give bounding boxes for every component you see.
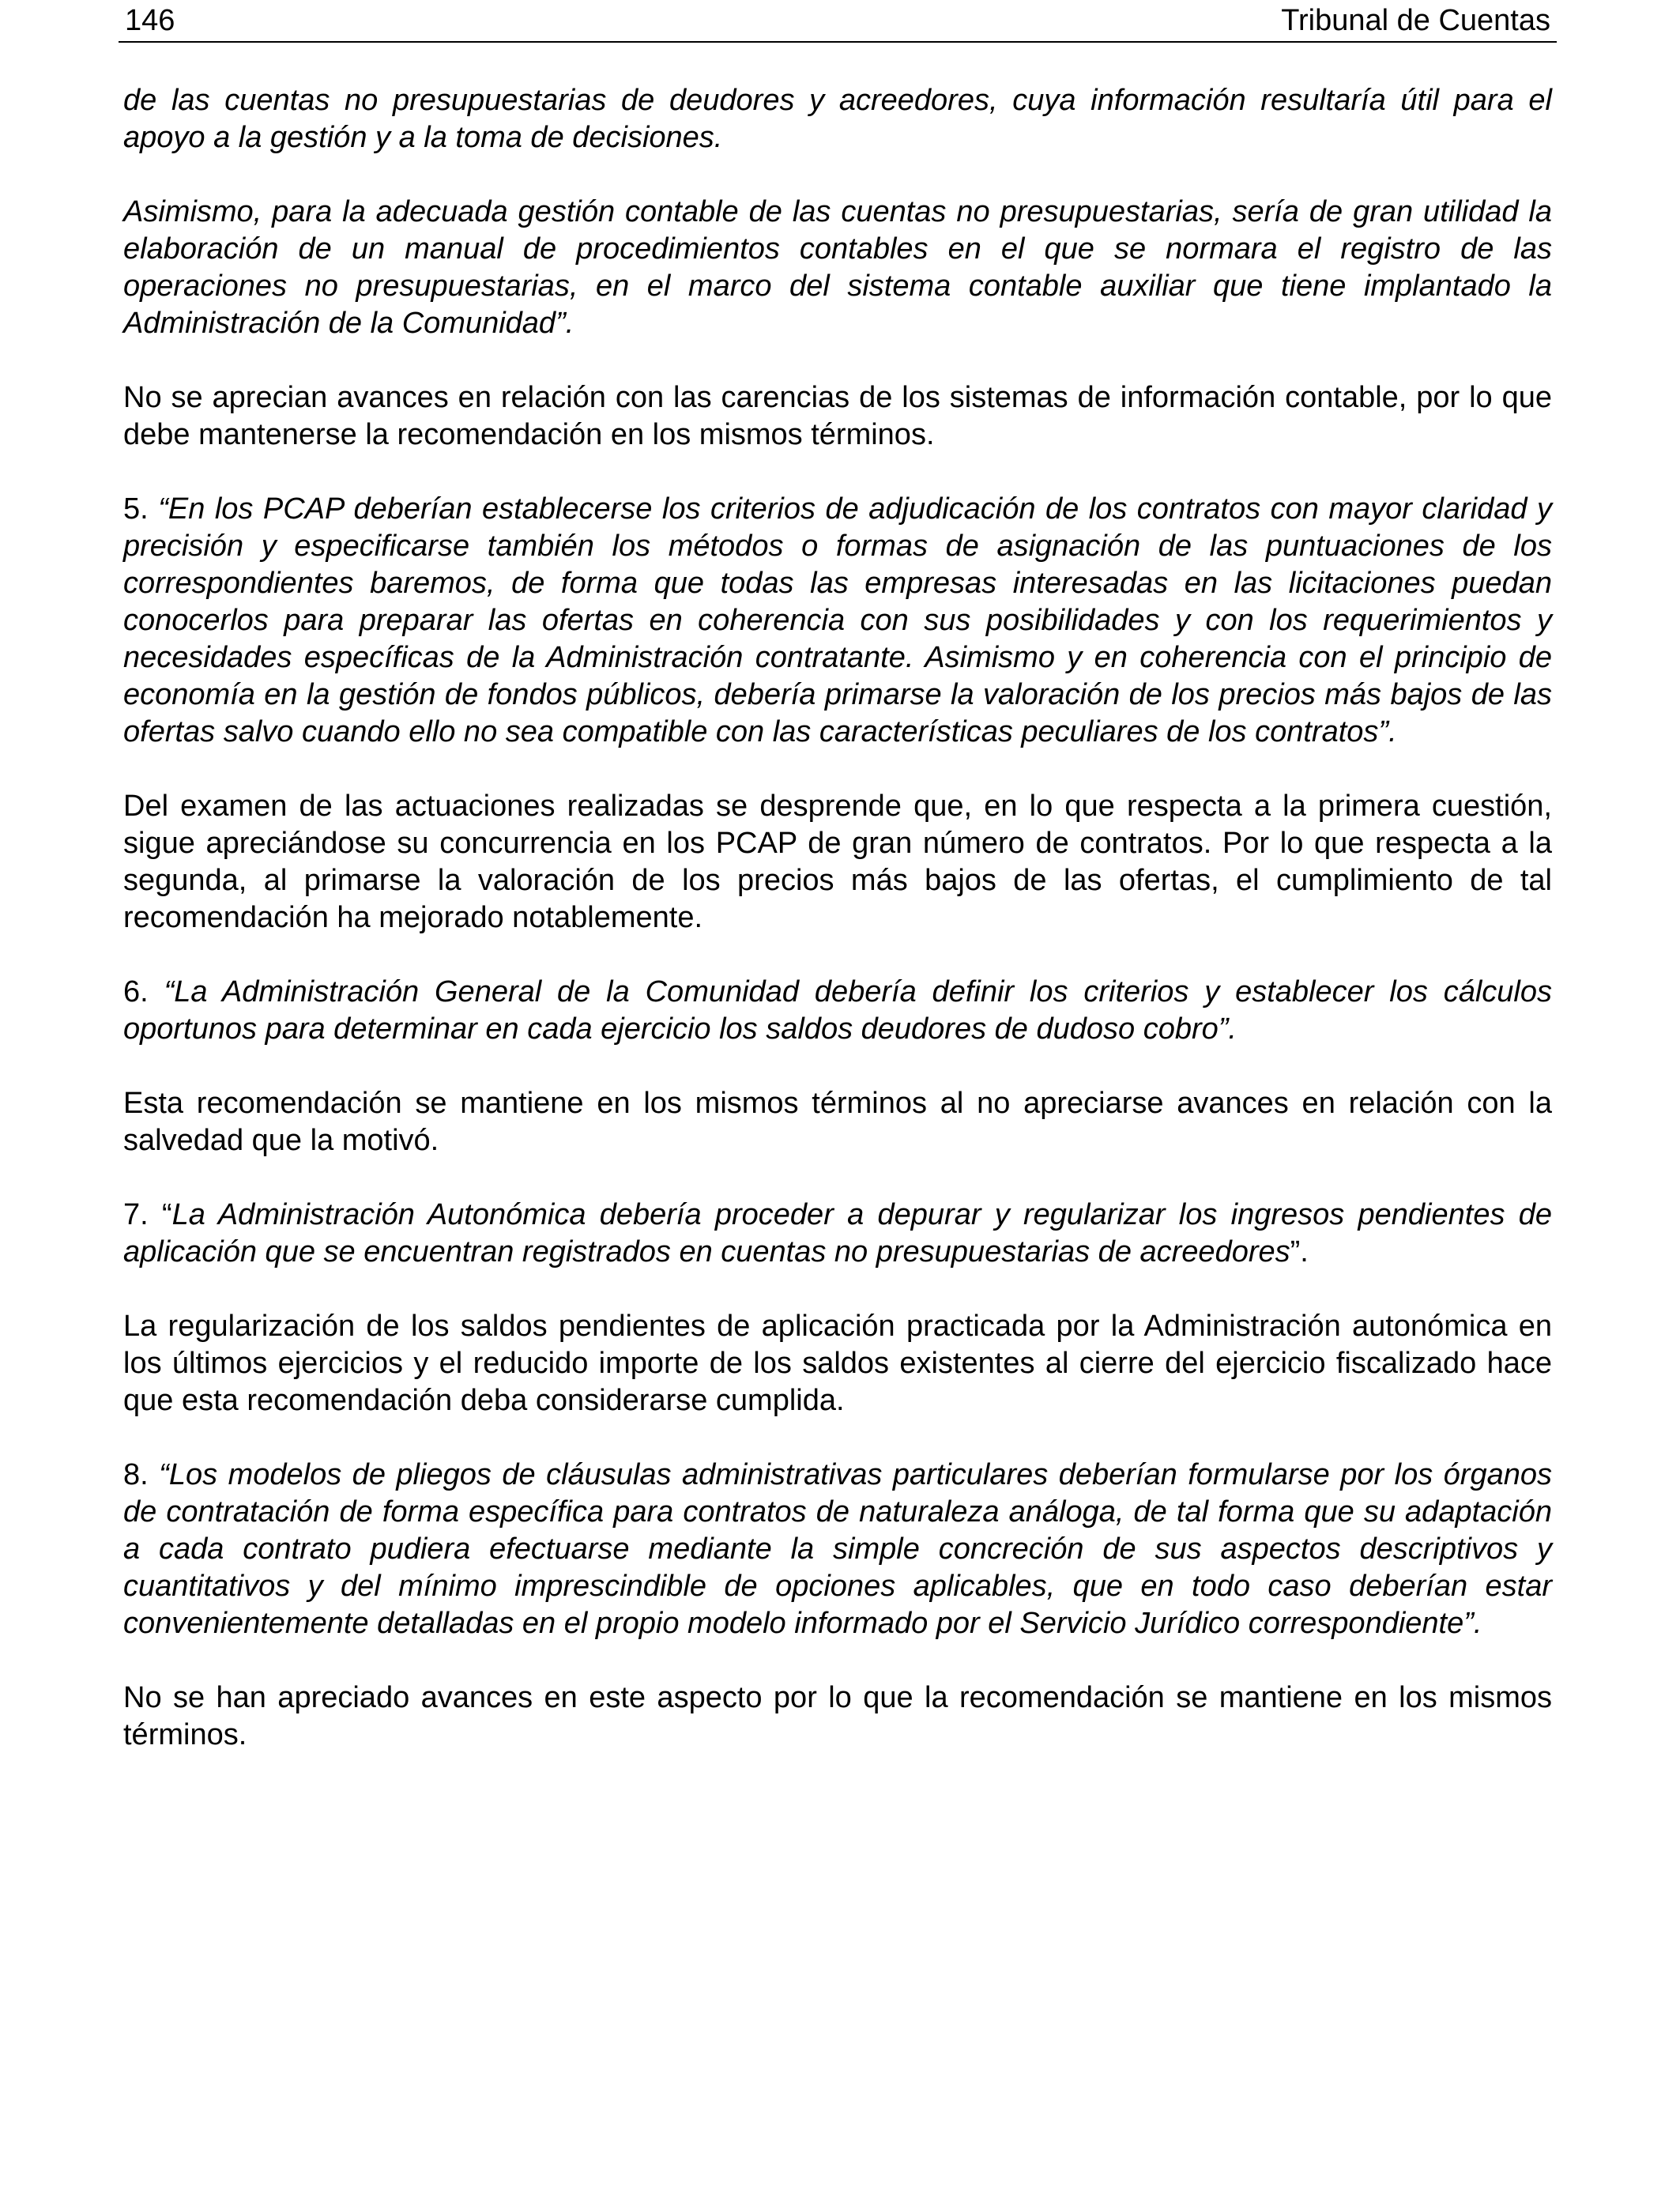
- paragraph-assessment-6: Esta recomendación se mantiene en los mismos términos al no apreciarse avances en relación con la salvedad que la motivó.: [123, 1087, 1552, 1157]
- recommendation-text: “Los modelos de pliegos de cláusulas administrativas particulares deberían formularse por los órganos de contratación de forma específica para contratos de naturaleza análoga, de tal forma que su adaptación a cada contrato pudiera efectuarse mediante la simple concreción de sus aspectos descriptivos y cuantitativos y del mínimo imprescindible de opciones aplicables, que en todo caso deberían estar convenientemente detalladas en el propio modelo informado por el Servicio Jurídico correspondiente”.: [123, 1458, 1552, 1640]
- paragraph-quote-continuation: de las cuentas no presupuestarias de deudores y acreedores, cuya información resultaría útil para el apoyo a la gestión y a la toma de decisiones.: [123, 84, 1552, 154]
- page-body: [123, 82, 1552, 1791]
- page-number: 146: [125, 4, 175, 37]
- paragraph-recommendation-6: [123, 974, 1552, 1048]
- closing-quote: ”.: [1290, 1235, 1309, 1269]
- recommendation-number: 8.: [123, 1458, 160, 1491]
- paragraph-assessment-1: No se aprecian avances en relación con las carencias de los sistemas de información contable, por lo que debe mantenerse la recomendación en los mismos términos.: [123, 381, 1552, 451]
- paragraph-assessment-5: Del examen de las actuaciones realizadas se desprende que, en lo que respecta a la primera cuestión, sigue apreciándose su concurrencia en los PCAP de gran número de contratos. Por lo que respecta a la segunda, al primarse la valoración de los precios más bajos de las ofertas, el cumplimiento de tal recomendación ha mejorado notablemente.: [123, 790, 1552, 934]
- recommendation-text: “En los PCAP deberían establecerse los criterios de adjudicación de los contratos con mayor claridad y precisión y especificarse también los métodos o formas de asignación de las puntuaciones de los correspondientes baremos, de forma que todas las empresas interesadas en las licitaciones puedan conocerlos para preparar las ofertas en coherencia con sus posibilidades y con los requerimientos y necesidades específicas de la Administración contratante. Asimismo y en coherencia con el principio de economía en la gestión de fondos públicos, debería primarse la valoración de los precios más bajos de las ofertas salvo cuando ello no sea compatible con las características peculiares de los contratos”.: [123, 492, 1552, 748]
- recommendation-text: “La Administración General de la Comunidad debería definir los criterios y establecer los cálculos oportunos para determinar en cada ejercicio los saldos deudores de dudoso cobro”.: [123, 975, 1552, 1046]
- recommendation-number: 6.: [123, 975, 164, 1008]
- paragraph-recommendation-7: [123, 1197, 1552, 1271]
- running-title: Tribunal de Cuentas: [1281, 4, 1550, 37]
- paragraph-recommendation-5: [123, 491, 1552, 751]
- paragraph-quote-manual: Asimismo, para la adecuada gestión contable de las cuentas no presupuestarias, sería de gran utilidad la elaboración de un manual de procedimientos contables en el que se normara el registro de las operaciones no presupuestarias, en el marco del sistema contable auxiliar que tiene implantado la Administración de la Comunidad”.: [123, 195, 1552, 340]
- recommendation-text: La Administración Autonómica debería proceder a depurar y regularizar los ingresos pendientes de aplicación que se encuentran registrados en cuentas no presupuestarias de acreedores: [123, 1198, 1552, 1269]
- paragraph-recommendation-8: [123, 1457, 1552, 1642]
- recommendation-number: 7. “: [123, 1198, 172, 1231]
- recommendation-number: 5.: [123, 492, 159, 526]
- page-header: [119, 0, 1557, 43]
- paragraph-assessment-8: No se han apreciado avances en este aspecto por lo que la recomendación se mantiene en los mismos términos.: [123, 1681, 1552, 1751]
- paragraph-assessment-7: La regularización de los saldos pendientes de aplicación practicada por la Administración autonómica en los últimos ejercicios y el reducido importe de los saldos existentes al cierre del ejercicio fiscalizado hace que esta recomendación deba considerarse cumplida.: [123, 1310, 1552, 1417]
